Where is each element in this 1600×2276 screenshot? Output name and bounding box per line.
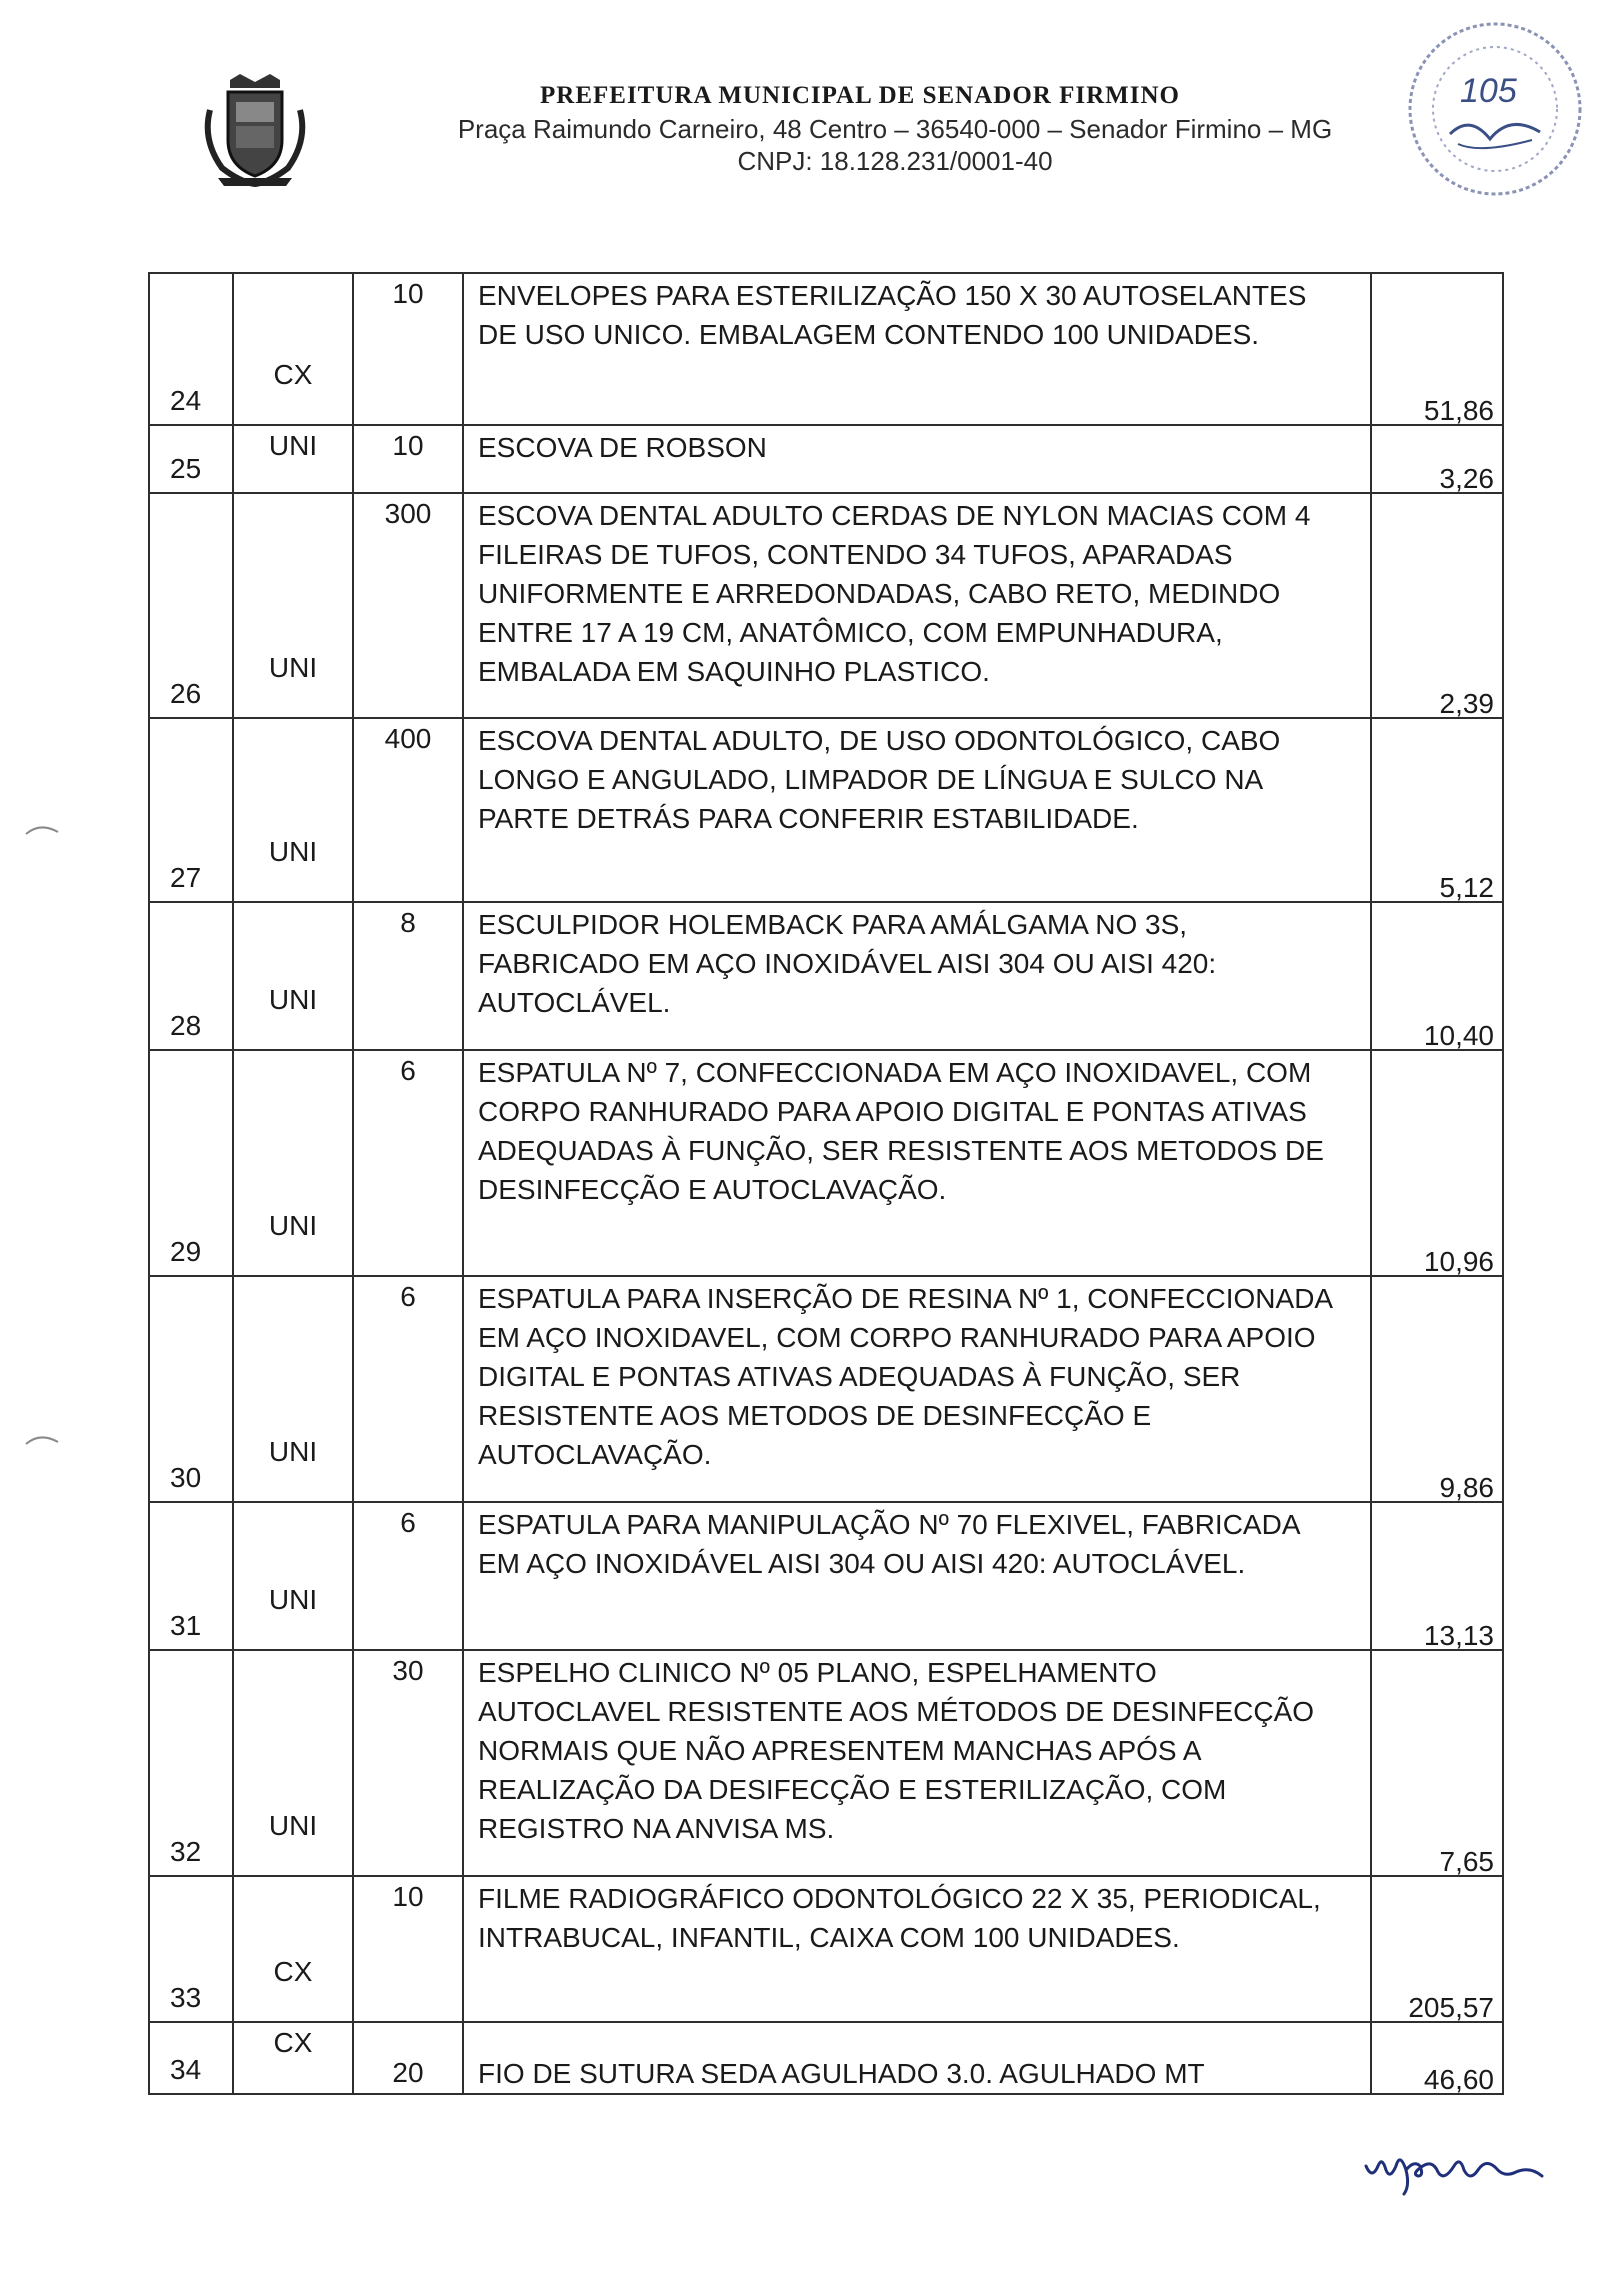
address-line: Praça Raimundo Carneiro, 48 Centro – 36540-000 – Senador Firmino – MG	[457, 114, 1333, 144]
item-number: 32	[170, 1836, 202, 1867]
item-number: 25	[170, 453, 202, 484]
item-price: 205,57	[1408, 1992, 1494, 2023]
table-row	[149, 1650, 1503, 1876]
item-quantity: 6	[400, 1507, 416, 1538]
item-price: 2,39	[1439, 688, 1494, 719]
municipal-crest-icon	[200, 70, 310, 188]
item-description: ESPATULA Nº 7, CONFECCIONADA EM AÇO INOXIDAVEL, COM CORPO RANHURADO PARA APOIO DIGITAL E PONTAS ATIVAS ADEQUADAS À FUNÇÃO, SER RESISTENTE AOS METODOS DE DESINFECÇÃO E AUTOCLAVAÇÃO.	[463, 1050, 1371, 1276]
item-number: 34	[170, 2054, 202, 2085]
item-quantity: 400	[384, 723, 432, 754]
item-price: 10,40	[1423, 1020, 1494, 1051]
item-number: 33	[170, 1982, 202, 2013]
item-price: 46,60	[1423, 2064, 1494, 2095]
municipality-title: PREFEITURA MUNICIPAL DE SENADOR FIRMINO	[540, 82, 1180, 109]
item-number: 26	[170, 678, 202, 709]
handwritten-signature-icon	[1360, 2136, 1560, 2196]
item-price: 9,86	[1439, 1472, 1494, 1503]
item-price: 51,86	[1423, 395, 1494, 426]
item-description: ESCOVA DE ROBSON	[463, 425, 1371, 493]
letterhead	[0, 0, 1600, 200]
item-quantity: 20	[392, 2057, 424, 2088]
item-price: 10,96	[1423, 1246, 1494, 1277]
item-quantity: 6	[400, 1055, 416, 1086]
item-number: 29	[170, 1236, 202, 1267]
item-unit: UNI	[268, 836, 318, 867]
item-quantity: 10	[392, 430, 424, 461]
item-price: 7,65	[1439, 1846, 1494, 1877]
item-description: ESCOVA DENTAL ADULTO CERDAS DE NYLON MACIAS COM 4 FILEIRAS DE TUFOS, CONTENDO 34 TUFOS, APARADAS UNIFORMENTE E ARREDONDADAS, CABO RETO, MEDINDO ENTRE 17 A 19 CM, ANATÔMICO, COM EMPUNHADURA, EMBALADA EM SAQUINHO PLASTICO.	[463, 493, 1371, 718]
item-quantity: 8	[400, 907, 416, 938]
item-description: ESPELHO CLINICO Nº 05 PLANO, ESPELHAMENTO AUTOCLAVEL RESISTENTE AOS MÉTODOS DE DESINFECÇÃO NORMAIS QUE NÃO APRESENTEM MANCHAS APÓS A REALIZAÇÃO DA DESIFECÇÃO E ESTERILIZAÇÃO, COM REGISTRO NA ANVISA MS.	[463, 1650, 1371, 1876]
item-description: ESPATULA PARA INSERÇÃO DE RESINA Nº 1, CONFECCIONADA EM AÇO INOXIDAVEL, COM CORPO RANHURADO PARA APOIO DIGITAL E PONTAS ATIVAS ADEQUADAS À FUNÇÃO, SER RESISTENTE AOS METODOS DE DESINFECÇÃO E AUTOCLAVAÇÃO.	[463, 1276, 1371, 1502]
table-row	[149, 1502, 1503, 1650]
table-row	[149, 273, 1503, 425]
item-description: FILME RADIOGRÁFICO ODONTOLÓGICO 22 X 35, PERIODICAL, INTRABUCAL, INFANTIL, CAIXA COM 100 UNIDADES.	[463, 1876, 1371, 2022]
item-number: 30	[170, 1462, 202, 1493]
item-number: 24	[170, 385, 202, 416]
item-number: 27	[170, 862, 202, 893]
item-description: FIO DE SUTURA SEDA AGULHADO 3.0. AGULHADO MT	[463, 2022, 1371, 2094]
item-price: 13,13	[1423, 1620, 1494, 1651]
table-row	[149, 2022, 1503, 2094]
page-number: 105	[1460, 72, 1517, 110]
item-unit: UNI	[268, 1436, 318, 1467]
margin-mark	[24, 820, 64, 840]
table-row	[149, 902, 1503, 1050]
items-table	[148, 272, 1504, 2095]
item-unit: UNI	[268, 984, 318, 1015]
item-price: 3,26	[1439, 463, 1494, 494]
table-row	[149, 1876, 1503, 2022]
item-quantity: 30	[392, 1655, 424, 1686]
item-quantity: 10	[392, 1881, 424, 1912]
item-number: 31	[170, 1610, 202, 1641]
item-unit: CX	[273, 2027, 313, 2058]
item-unit: UNI	[268, 652, 318, 683]
item-quantity: 300	[384, 498, 432, 529]
item-price: 5,12	[1439, 872, 1494, 903]
item-description: ESCULPIDOR HOLEMBACK PARA AMÁLGAMA NO 3S, FABRICADO EM AÇO INOXIDÁVEL AISI 304 OU AISI 420: AUTOCLÁVEL.	[463, 902, 1371, 1050]
margin-mark	[24, 1430, 64, 1450]
item-quantity: 10	[392, 278, 424, 309]
item-unit: UNI	[268, 1810, 318, 1841]
item-description: ENVELOPES PARA ESTERILIZAÇÃO 150 X 30 AUTOSELANTES DE USO UNICO. EMBALAGEM CONTENDO 100 UNIDADES.	[463, 273, 1371, 425]
item-number: 28	[170, 1010, 202, 1041]
item-unit: CX	[273, 359, 313, 390]
item-unit: UNI	[268, 1210, 318, 1241]
table-row	[149, 718, 1503, 902]
item-description: ESCOVA DENTAL ADULTO, DE USO ODONTOLÓGICO, CABO LONGO E ANGULADO, LIMPADOR DE LÍNGUA E SULCO NA PARTE DETRÁS PARA CONFERIR ESTABILIDADE.	[463, 718, 1371, 902]
item-description: ESPATULA PARA MANIPULAÇÃO Nº 70 FLEXIVEL, FABRICADA EM AÇO INOXIDÁVEL AISI 304 OU AISI 420: AUTOCLÁVEL.	[463, 1502, 1371, 1650]
item-quantity: 6	[400, 1281, 416, 1312]
item-unit: CX	[273, 1956, 313, 1987]
item-unit: UNI	[268, 430, 318, 461]
table-row	[149, 1050, 1503, 1276]
table-row	[149, 493, 1503, 718]
table-row	[149, 1276, 1503, 1502]
table-row	[149, 425, 1503, 493]
cnpj-line: CNPJ: 18.128.231/0001-40	[737, 146, 1053, 176]
item-unit: UNI	[268, 1584, 318, 1615]
